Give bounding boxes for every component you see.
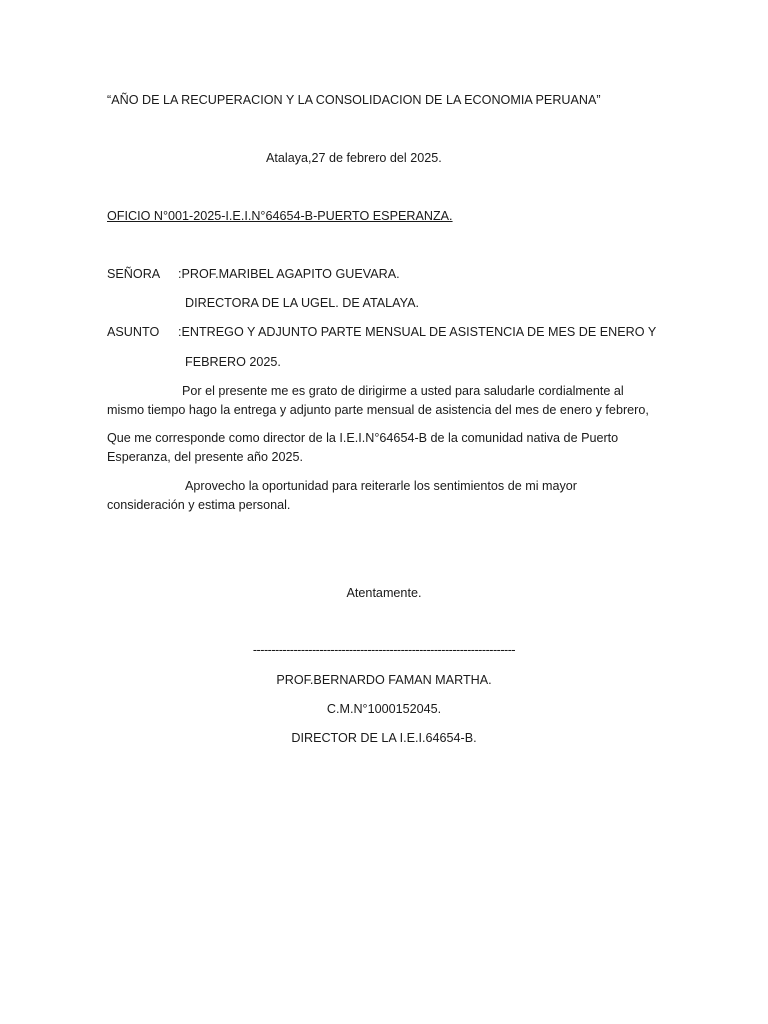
place-date: Atalaya,27 de febrero del 2025. [266,151,442,165]
body-paragraph-2-line-1: Que me corresponde como director de la I.E.I.N°64654-B de la comunidad nativa de Puerto [107,431,619,445]
body-paragraph-2-line-2: Esperanza, del presente año 2025. [107,450,304,464]
body-paragraph-1-line-2: mismo tiempo hago la entrega y adjunto parte mensual de asistencia del mes de enero y febrero, [107,403,649,417]
signatory-title: DIRECTOR DE LA I.E.I.64654-B. [291,731,477,745]
recipient-position: DIRECTORA DE LA UGEL. DE ATALAYA. [185,296,419,310]
body-paragraph-3-line-2: consideración y estima personal. [107,498,291,512]
subject-line [107,324,656,340]
signature-line: ----------------------------------------------------------------------- [252,643,516,657]
signatory-name: PROF.BERNARDO FAMAN MARTHA. [276,673,492,687]
subject-label: ASUNTO [107,325,160,339]
body-paragraph-1-line-1: Por el presente me es grato de dirigirme a usted para saludarle cordialmente al [182,384,624,398]
recipient-label: SEÑORA [107,267,161,281]
oficio-reference: OFICIO N°001-2025-I.E.I.N°64654-B-PUERTO ESPERANZA. [107,209,453,223]
signatory-cmn: C.M.N°1000152045. [326,702,442,716]
body-paragraph-3-line-1: Aprovecho la oportunidad para reiterarle los sentimientos de mi mayor [185,479,578,493]
closing-salutation: Atentamente. [346,586,422,600]
subject-continuation: FEBRERO 2025. [185,355,281,369]
recipient-name: :PROF.MARIBEL AGAPITO GUEVARA. [178,267,400,281]
subject-text: :ENTREGO Y ADJUNTO PARTE MENSUAL DE ASISTENCIA DE MES DE ENERO Y [178,325,657,339]
header-motto: “AÑO DE LA RECUPERACION Y LA CONSOLIDACION DE LA ECONOMIA PERUANA” [107,93,601,107]
recipient-line [107,266,400,282]
